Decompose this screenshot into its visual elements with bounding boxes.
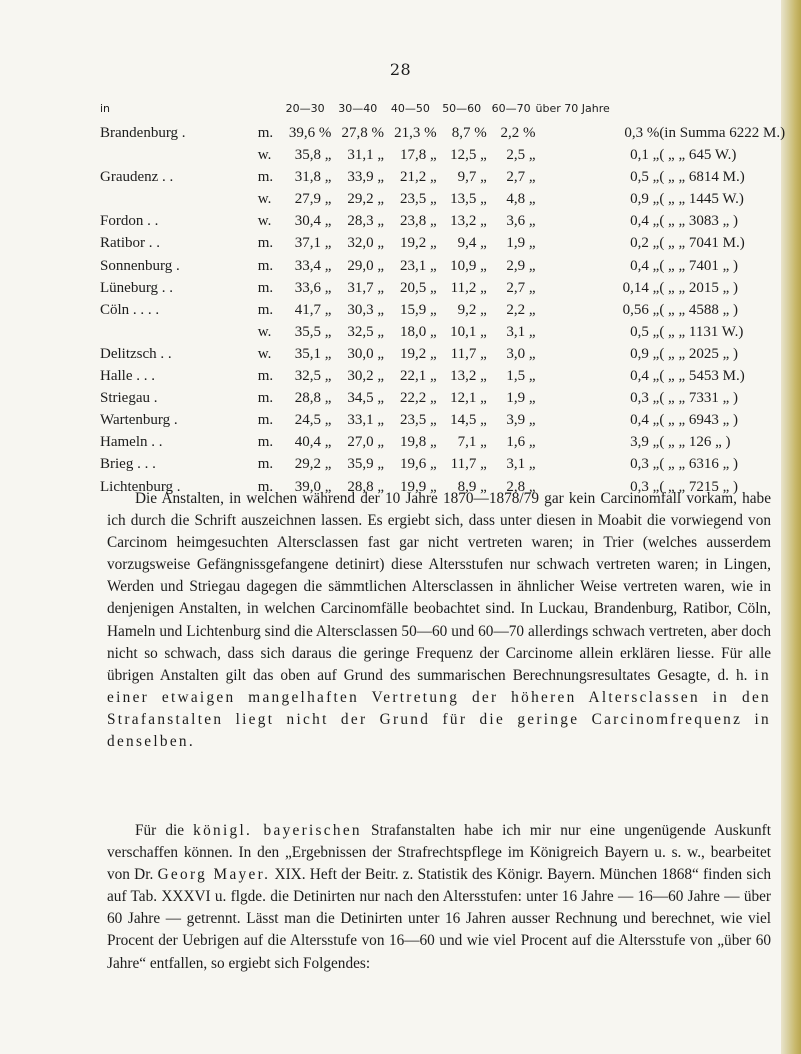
percent-cell: 19,8 „ <box>399 434 437 451</box>
percent-cell: 3,9 „ <box>630 434 660 451</box>
sex-cell: m. <box>257 456 274 473</box>
sex-cell: m. <box>257 235 274 252</box>
percent-cell: 2,7 „ <box>506 169 536 186</box>
percent-cell: 1,9 „ <box>506 390 536 407</box>
percent-cell: 29,2 „ <box>347 191 385 208</box>
total-cell: ( „ „ 5453 M.) <box>659 368 745 385</box>
percent-cell: 31,7 „ <box>347 279 385 296</box>
percent-cell: 24,5 „ <box>294 412 332 429</box>
percent-cell: 34,5 „ <box>347 390 385 407</box>
table-row <box>100 122 801 144</box>
percent-cell: 19,2 „ <box>399 235 437 252</box>
table-header-cell: 20—30 <box>285 102 325 115</box>
percent-cell: 30,4 „ <box>294 213 332 230</box>
town-cell: Lüneburg . . <box>100 279 174 296</box>
percent-cell: 28,3 „ <box>347 213 385 230</box>
percent-cell: 29,0 „ <box>347 257 385 274</box>
paragraph-2-rest: XIX. Heft der Beitr. z. Statistik des Königr. Bayern. München 1868“ finden sich auf Tab. XXXVI u. flgde. die Detinirten nur nach den Altersstufen: unter 16 Jahre — 16—60 Jahre — über 60 Jahre — getrennt. Lässt man die Detinirten unter 16 Jahren ausser Rechnung und berechnet, wie viel Procent der Uebrigen auf die Altersstufe von 16—60 und wie viel Procent auf die Altersstufe von „über 60 Jahre“ entfallen, so ergiebt sich Folgendes: <box>107 866 772 972</box>
percent-cell: 33,4 „ <box>294 257 332 274</box>
sex-cell: m. <box>257 125 274 141</box>
percent-cell: 22,1 „ <box>399 368 437 385</box>
table-row <box>100 188 801 210</box>
total-cell: ( „ „ 7331 „ ) <box>659 390 739 407</box>
percent-cell: 0,5 „ <box>630 323 660 340</box>
total-cell: ( „ „ 1445 W.) <box>659 191 744 208</box>
percent-cell: 0,4 „ <box>630 213 660 230</box>
total-cell: ( „ „ 7215 „ ) <box>659 478 739 495</box>
town-cell: Lichtenburg . <box>100 478 181 495</box>
town-cell: Striegau . <box>100 390 158 407</box>
percent-cell: 13,5 „ <box>450 191 487 208</box>
percent-cell: 17,8 „ <box>399 147 437 164</box>
percent-cell: 22,2 „ <box>399 390 437 407</box>
percent-cell: 0,2 „ <box>630 235 660 252</box>
percent-cell: 2,2 „ <box>506 301 536 318</box>
percent-cell: 11,7 „ <box>450 345 487 362</box>
percent-cell: 29,2 „ <box>294 456 332 473</box>
percent-cell: 0,9 „ <box>630 345 660 362</box>
total-cell: ( „ „ 3083 „ ) <box>659 213 739 230</box>
percent-cell: 0,3 % <box>624 125 660 141</box>
total-cell: (in Summa 6222 M.) <box>659 125 786 141</box>
percent-cell: 0,3 „ <box>630 390 660 407</box>
table-header-cell: über 70 Jahre <box>535 102 610 115</box>
percent-cell: 0,9 „ <box>630 191 660 208</box>
percent-cell: 30,0 „ <box>347 345 385 362</box>
town-cell: Ratibor . . <box>100 235 160 252</box>
percent-cell: 41,7 „ <box>294 301 332 318</box>
town-cell: Cöln . . . . <box>100 301 160 318</box>
percent-cell: 23,5 „ <box>399 191 437 208</box>
sex-cell: m. <box>257 412 274 429</box>
town-cell <box>100 144 258 166</box>
percent-cell: 0,4 „ <box>630 412 660 429</box>
sex-cell: w. <box>257 147 272 164</box>
percent-cell: 39,6 % <box>288 125 332 141</box>
paragraph-2 <box>107 820 771 975</box>
percent-cell: 12,5 „ <box>450 147 487 164</box>
table-row <box>100 431 801 453</box>
percent-cell: 27,0 „ <box>347 434 385 451</box>
sex-cell: m. <box>257 390 274 407</box>
percent-cell: 35,8 „ <box>294 147 332 164</box>
percent-cell: 37,1 „ <box>294 235 332 252</box>
percent-cell: 0,3 „ <box>630 478 660 495</box>
table-header-cell: 50—60 <box>442 102 482 115</box>
percent-cell: 33,9 „ <box>347 169 385 186</box>
paragraph-1-emphasis: in einer etwaigen mangelhaften Vertretung der höheren Altersclassen in den Strafanstalten liegt nicht der Grund für die geringe Carcinomfrequenz in denselben. <box>107 666 771 751</box>
table-header-cell: in <box>100 102 111 115</box>
percent-cell: 3,9 „ <box>506 412 536 429</box>
percent-cell: 10,9 „ <box>450 257 487 274</box>
sex-cell: m. <box>257 478 274 495</box>
percent-cell: 13,2 „ <box>450 213 487 230</box>
sex-cell: m. <box>257 368 274 385</box>
percent-cell: 3,1 „ <box>506 456 536 473</box>
percent-cell: 11,2 „ <box>450 279 487 296</box>
town-cell: Brieg . . . <box>100 456 156 473</box>
total-cell: ( „ „ 4588 „ ) <box>659 301 739 318</box>
percent-cell: 9,7 „ <box>457 169 487 186</box>
town-cell: Fordon . . <box>100 213 159 230</box>
percent-cell: 0,14 „ <box>622 279 660 296</box>
percent-cell: 35,9 „ <box>347 456 385 473</box>
total-cell: ( „ „ 2025 „ ) <box>659 345 739 362</box>
sex-cell: w. <box>257 323 272 340</box>
table-row <box>100 144 801 166</box>
percent-cell: 4,8 „ <box>506 191 536 208</box>
percent-cell: 39,0 „ <box>294 478 332 495</box>
percent-cell: 35,1 „ <box>294 345 332 362</box>
percent-cell: 40,4 „ <box>294 434 332 451</box>
table-row <box>100 365 801 387</box>
table-row <box>100 453 801 475</box>
paragraph-2-middle: Strafanstalten habe ich mir nur eine ungenügende Auskunft verschaffen können. In den „Ergebnissen der Strafrechtspflege im Königreich Bayern u. s. w., bearbeitet von Dr. <box>107 822 772 884</box>
paragraph-2-emphasis-2: Georg Mayer. <box>157 866 271 884</box>
table-row <box>100 409 801 431</box>
percent-cell: 33,6 „ <box>294 279 332 296</box>
total-cell: ( „ „ 126 „ ) <box>659 434 731 451</box>
age-distribution-table <box>100 100 801 498</box>
total-cell: ( „ „ 7041 M.) <box>659 235 745 252</box>
town-cell: Delitzsch . . <box>100 345 172 362</box>
percent-cell: 8,7 % <box>451 125 487 141</box>
table-header-cell: 30—40 <box>338 102 378 115</box>
percent-cell: 27,9 „ <box>294 191 332 208</box>
table-row <box>100 166 801 188</box>
table-header-row <box>100 100 801 118</box>
sex-cell: w. <box>257 213 272 230</box>
percent-cell: 23,5 „ <box>399 412 437 429</box>
paragraph-1-text: Die Anstalten, in welchen während der 10 Jahre 1870—1878/79 gar kein Carcinomfall vorkam, habe ich durch die Schrift auszeichnen lassen. Es ergiebt sich, dass unter diesen in Moabit die vorwiegend von Carcinom heimgesuchten Altersclassen fast gar nicht vertreten waren; in Trier (welches ausserdem vorzugsweise Gefängnissgefangene detinirt) diese Altersstufen nur schwach vertreten waren; in Lingen, Werden und Striegau dagegen die sämmtlichen Altersclassen in ähnlicher Weise vertreten waren, wie in denjenigen Anstalten, in welchen Carcinomfälle beobachtet sind. In Luckau, Brandenburg, Ratibor, Cöln, Hameln und Lichtenburg sind die Altersclassen 50—60 und 60—70 allerdings schwach vertreten, aber doch nicht so schwach, dass sich daraus die geringe Frequenz der Carcinome allein erklären liesse. Für alle übrigen Anstalten gilt das oben auf Grund des summarischen Berechnungsresultates Gesagte, d. h. <box>107 490 771 684</box>
percent-cell: 21,3 % <box>394 125 437 141</box>
percent-cell: 19,9 „ <box>399 478 437 495</box>
town-cell: Graudenz . . <box>100 169 174 186</box>
total-cell: ( „ „ 7401 „ ) <box>659 257 739 274</box>
total-cell: ( „ „ 6316 „ ) <box>659 456 739 473</box>
percent-cell: 13,2 „ <box>450 368 487 385</box>
percent-cell: 1,6 „ <box>506 434 536 451</box>
percent-cell: 9,2 „ <box>457 301 487 318</box>
percent-cell: 23,1 „ <box>399 257 437 274</box>
table-row <box>100 210 801 232</box>
table-row <box>100 255 801 277</box>
percent-cell: 15,9 „ <box>399 301 437 318</box>
percent-cell: 32,5 „ <box>347 323 385 340</box>
percent-cell: 28,8 „ <box>347 478 385 495</box>
percent-cell: 30,2 „ <box>347 368 385 385</box>
total-cell: ( „ „ 6814 M.) <box>659 169 745 186</box>
table-header-cell: 40—50 <box>390 102 430 115</box>
sex-cell: m. <box>257 257 274 274</box>
sex-cell: m. <box>257 301 274 318</box>
percent-cell: 30,3 „ <box>347 301 385 318</box>
percent-cell: 0,3 „ <box>630 456 660 473</box>
percent-cell: 7,1 „ <box>457 434 487 451</box>
total-cell: ( „ „ 1131 W.) <box>659 323 744 340</box>
table-row <box>100 277 801 299</box>
percent-cell: 28,8 „ <box>294 390 332 407</box>
percent-cell: 20,5 „ <box>399 279 437 296</box>
percent-cell: 12,1 „ <box>450 390 487 407</box>
paragraph-2-emphasis-1: königl. bayerischen <box>193 822 362 839</box>
percent-cell: 23,8 „ <box>399 213 437 230</box>
percent-cell: 3,6 „ <box>506 213 536 230</box>
sex-cell: m. <box>257 279 274 296</box>
paragraph-2-lead: Für die <box>135 822 185 839</box>
town-cell <box>100 321 258 343</box>
percent-cell: 31,1 „ <box>347 147 385 164</box>
percent-cell: 33,1 „ <box>347 412 385 429</box>
percent-cell: 32,0 „ <box>347 235 385 252</box>
table-row <box>100 343 801 365</box>
percent-cell: 0,1 „ <box>630 147 660 164</box>
percent-cell: 11,7 „ <box>450 456 487 473</box>
percent-cell: 2,2 % <box>500 125 536 141</box>
town-cell: Hameln . . <box>100 434 163 451</box>
sex-cell: m. <box>257 434 274 451</box>
town-cell: Sonnenburg . <box>100 257 180 274</box>
percent-cell: 9,4 „ <box>457 235 487 252</box>
percent-cell: 0,4 „ <box>630 368 660 385</box>
percent-cell: 0,5 „ <box>630 169 660 186</box>
sex-cell: m. <box>257 169 274 186</box>
table-row <box>100 387 801 409</box>
percent-cell: 21,2 „ <box>399 169 437 186</box>
sex-cell: w. <box>257 345 272 362</box>
percent-cell: 31,8 „ <box>294 169 332 186</box>
total-cell: ( „ „ 2015 „ ) <box>659 279 739 296</box>
percent-cell: 18,0 „ <box>399 323 437 340</box>
percent-cell: 2,5 „ <box>506 147 536 164</box>
sex-cell: w. <box>257 191 272 208</box>
percent-cell: 2,7 „ <box>506 279 536 296</box>
paragraph-1 <box>107 488 771 753</box>
table-row <box>100 299 801 321</box>
percent-cell: 8,9 „ <box>457 478 487 495</box>
town-cell: Halle . . . <box>100 368 155 385</box>
page-number: 28 <box>389 60 412 79</box>
percent-cell: 1,9 „ <box>506 235 536 252</box>
percent-cell: 32,5 „ <box>294 368 332 385</box>
town-cell: Brandenburg . <box>100 125 186 141</box>
percent-cell: 1,5 „ <box>506 368 536 385</box>
percent-cell: 0,4 „ <box>630 257 660 274</box>
percent-cell: 2,9 „ <box>506 257 536 274</box>
percent-cell: 19,6 „ <box>399 456 437 473</box>
percent-cell: 19,2 „ <box>399 345 437 362</box>
table-row <box>100 321 801 343</box>
table-header-cell: 60—70 <box>491 102 531 115</box>
percent-cell: 2,8 „ <box>506 478 536 495</box>
total-cell: ( „ „ 645 W.) <box>659 147 737 164</box>
percent-cell: 3,0 „ <box>506 345 536 362</box>
percent-cell: 27,8 % <box>341 125 385 141</box>
town-cell <box>100 188 258 210</box>
percent-cell: 10,1 „ <box>450 323 487 340</box>
percent-cell: 3,1 „ <box>506 323 536 340</box>
percent-cell: 35,5 „ <box>294 323 332 340</box>
percent-cell: 0,56 „ <box>622 301 660 318</box>
table-row <box>100 232 801 254</box>
total-cell: ( „ „ 6943 „ ) <box>659 412 739 429</box>
table-header-cell <box>258 100 279 118</box>
percent-cell: 14,5 „ <box>450 412 487 429</box>
town-cell: Wartenburg . <box>100 412 178 429</box>
